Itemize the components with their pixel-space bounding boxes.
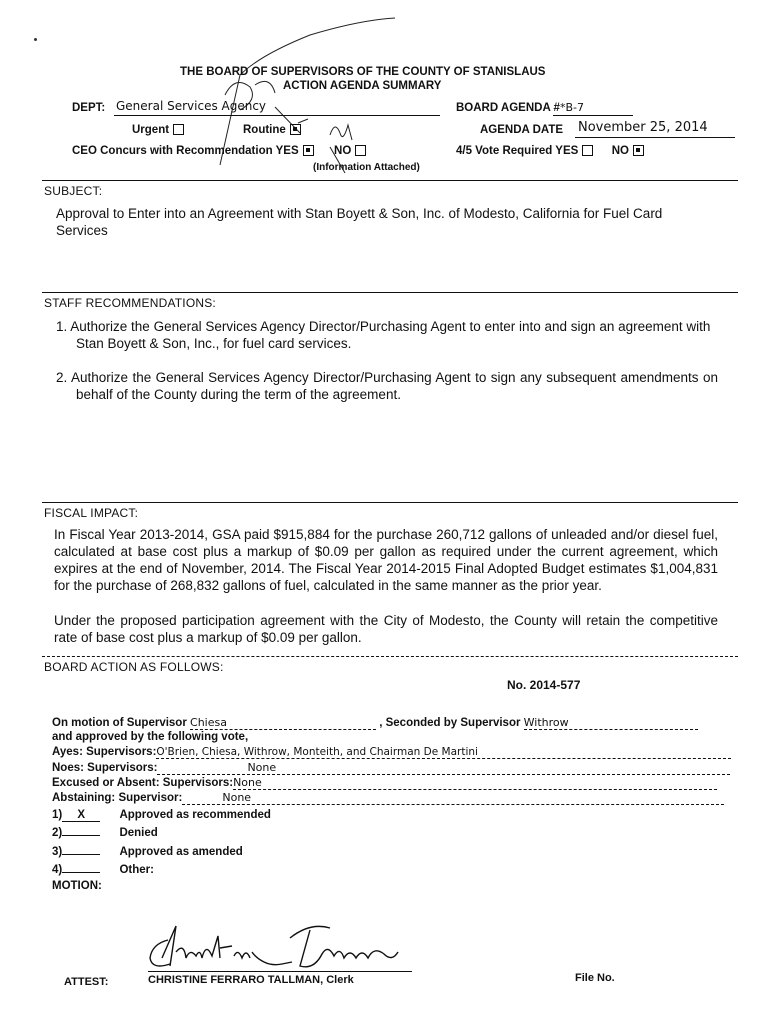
option-number: 2) — [52, 827, 63, 839]
attest-label: ATTEST: — [64, 976, 109, 988]
ayes-label: Ayes: Supervisors: — [52, 746, 157, 758]
subject-divider — [42, 180, 738, 181]
resolution-number: No. 2014-577 — [507, 678, 581, 692]
urgent-label: Urgent — [132, 124, 170, 136]
motion-value: Chiesa — [190, 716, 376, 730]
subject-text: Approval to Enter into an Agreement with Stan Boyett & Son, Inc. of Modesto, California for Fuel Card Services — [56, 206, 663, 238]
board-agenda-underline — [553, 115, 633, 116]
dept-value: General Services Agency — [116, 99, 267, 113]
routine-option — [243, 124, 301, 136]
excused-line — [52, 776, 717, 790]
noes-value: None — [157, 761, 730, 775]
option-mark: X — [62, 809, 100, 822]
staff-label: STAFF RECOMMENDATIONS: — [44, 296, 216, 310]
fiscal-divider — [42, 502, 738, 503]
board-action-label: BOARD ACTION AS FOLLOWS: — [44, 660, 224, 674]
vote-required-label: 4/5 Vote Required YES — [456, 145, 579, 157]
ceo-yes-checkbox — [303, 145, 314, 156]
urgent-checkbox — [173, 124, 184, 135]
noes-label: Noes: Supervisors: — [52, 762, 158, 774]
vote-no-label: NO — [611, 145, 629, 157]
option-text: Approved as recommended — [119, 809, 271, 821]
ceo-concurs — [72, 145, 366, 157]
option-text: Other: — [119, 864, 154, 876]
option-number: 3) — [52, 846, 63, 858]
seconded-label: , Seconded by Supervisor — [379, 717, 521, 729]
dept-underline — [114, 115, 440, 116]
option-3 — [52, 846, 243, 858]
ayes-value: O'Brien, Chiesa, Withrow, Monteith, and Chairman De Martini — [156, 746, 731, 759]
clerk-signature — [140, 918, 420, 976]
motion-label: On motion of Supervisor — [52, 717, 187, 729]
option-mark — [62, 872, 100, 873]
option-mark — [62, 854, 100, 855]
file-number-label: File No. — [575, 972, 615, 984]
staff-divider — [42, 292, 738, 293]
agenda-date-label: AGENDA DATE — [480, 124, 564, 136]
ceo-concurs-label: CEO Concurs with Recommendation YES — [72, 145, 299, 157]
option-4 — [52, 864, 154, 876]
agenda-date-underline — [575, 137, 735, 138]
excused-label: Excused or Absent: Supervisors: — [52, 777, 234, 789]
subject-label: SUBJECT: — [44, 184, 103, 198]
abstaining-label: Abstaining: Supervisor: — [52, 792, 183, 804]
fiscal-paragraph-1: In Fiscal Year 2013-2014, GSA paid $915,884 for the purchase 260,712 gallons of unleaded and/or diesel fuel, calculated at base cost plus a markup of $0.09 per gallon as required under the current agreement, which expires at the end of November, 2014. The Fiscal Year 2014-2015 Final Adopted Budget estimates $1,004,831 for the purchase of 268,832 gallons of fuel, calculated in the same manner as the prior year. — [54, 527, 718, 593]
dept-label: DEPT: — [72, 102, 106, 114]
staff-item-2: 2. Authorize the General Services Agency Director/Purchasing Agent to sign any subsequent amendments on behalf of the County during the term of the agreement. — [56, 370, 718, 402]
board-agenda-label: BOARD AGENDA # — [456, 102, 560, 114]
noes-line — [52, 761, 730, 775]
vote-yes-checkbox — [582, 145, 593, 156]
option-1 — [52, 809, 271, 822]
option-text: Denied — [119, 827, 158, 839]
urgent-option — [132, 124, 184, 136]
option-number: 4) — [52, 864, 63, 876]
routine-checkbox — [290, 124, 301, 135]
motion-footer: MOTION: — [52, 880, 102, 892]
option-mark — [62, 835, 100, 836]
motion-line — [52, 716, 698, 730]
info-attached: (Information Attached) — [313, 162, 420, 173]
header-subtitle: ACTION AGENDA SUMMARY — [283, 80, 442, 92]
board-agenda-value: *B-7 — [560, 101, 585, 114]
ceo-no-label: NO — [334, 145, 352, 157]
ceo-no-checkbox — [355, 145, 366, 156]
agenda-date-value: November 25, 2014 — [578, 120, 708, 135]
signature-line — [148, 971, 412, 972]
routine-label: Routine — [243, 124, 286, 136]
ayes-line — [52, 746, 731, 759]
option-2 — [52, 827, 158, 839]
staff-item-1: 1. Authorize the General Services Agency Director/Purchasing Agent to enter into and sign an agreement with Stan Boyett & Son, Inc., for fuel card services. — [56, 319, 711, 351]
board-action-divider — [42, 656, 738, 657]
fiscal-label: FISCAL IMPACT: — [44, 506, 139, 520]
approved-line: and approved by the following vote, — [52, 731, 249, 743]
four-fifths-vote — [456, 145, 644, 157]
excused-value: None — [233, 776, 717, 790]
vote-no-checkbox — [633, 145, 644, 156]
option-number: 1) — [52, 809, 63, 821]
option-text: Approved as amended — [119, 846, 243, 858]
stray-mark — [34, 38, 37, 41]
clerk-name: CHRISTINE FERRARO TALLMAN, Clerk — [148, 974, 354, 986]
header-title: THE BOARD OF SUPERVISORS OF THE COUNTY OF STANISLAUS — [180, 66, 546, 78]
fiscal-paragraph-2: Under the proposed participation agreement with the City of Modesto, the County will retain the competitive rate of base cost plus a markup of $0.09 per gallon. — [54, 613, 718, 645]
abstaining-line — [52, 791, 724, 805]
abstaining-value: None — [182, 791, 724, 805]
seconded-value: Withrow — [524, 716, 698, 730]
